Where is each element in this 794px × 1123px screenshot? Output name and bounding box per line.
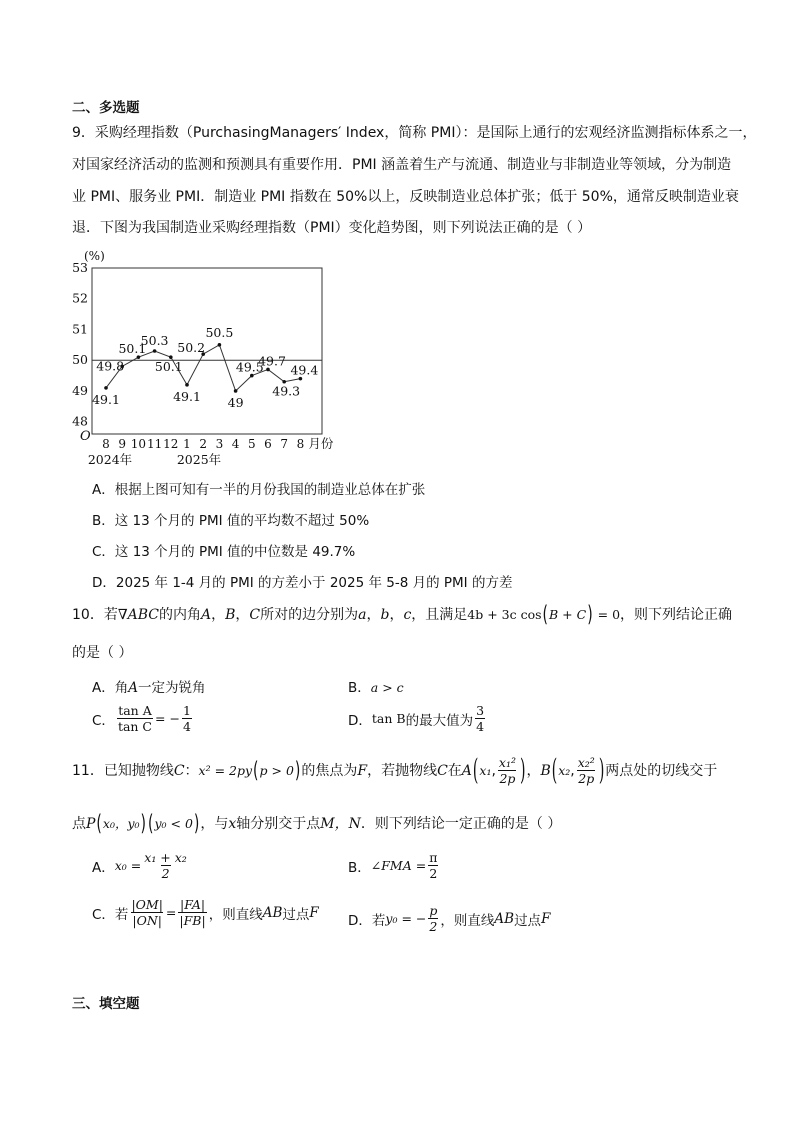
- x-tick-label: 7: [280, 437, 289, 451]
- fraction: $\frac{3}{4}$: [476, 703, 485, 734]
- q11-option-c: C．若 $\frac{|OM|}{|ON|}$ = $\frac{|FA|}{|FB|}$ ，则直线 AB 过点 F: [92, 897, 319, 928]
- q10-equation: 4b + 3c cos: [467, 607, 542, 622]
- data-label: 50.3: [140, 333, 169, 348]
- data-label: 50.2: [177, 340, 206, 356]
- year-label: 2025年: [176, 452, 222, 467]
- data-label: 49.4: [290, 362, 319, 378]
- q10-line-2: 的是（ ）: [72, 645, 133, 661]
- q10-option-b: B．a > c: [348, 680, 404, 696]
- data-label: 49.1: [92, 391, 120, 407]
- x-tick-label: 3: [215, 437, 224, 451]
- section-title-multiple-choice: 二、多选题: [72, 100, 140, 116]
- x-tick-label: 8: [102, 437, 110, 451]
- data-label: 50.1: [118, 341, 147, 357]
- x-tick-label: 1: [183, 437, 191, 451]
- q11-option-d: D．若 y₀ = − $\frac{p}{2}$ ，则直线 AB 过点 F: [348, 903, 551, 934]
- fraction: $\frac{\text{x₁²}}{2p}$: [498, 755, 516, 786]
- data-point: [153, 349, 157, 353]
- q10-line-1: 10．若∇ABC的内角A，B，C所对的边分别为a，b，c，且满足4b + 3c cos(B + C) = 0，则下列结论正确: [72, 602, 733, 628]
- x-tick-label: 8: [296, 437, 305, 451]
- x-tick-label: 2: [199, 437, 208, 451]
- data-point: [218, 343, 222, 347]
- data-label: 49.8: [96, 358, 125, 374]
- q9-option-d: D．2025 年 1-4 月的 PMI 的方差小于 2025 年 5-8 月的 PMI 的方差: [92, 575, 513, 591]
- data-label: 50.1: [154, 359, 183, 375]
- q11-line-1: 11．已知抛物线 C ： x² = 2py ( p > 0 ) 的焦点为 F ，若抛物线 C 在 A ( x₁ , $\frac{\text{x₁²}}{2p}$ ) ， B ( x₂ , $\frac{\text{x₂²}}{2p}$ ) 两点处的切线交于: [72, 753, 718, 788]
- q10-option-d: D． tan B 的最大值为 $\frac{3}{4}$: [348, 703, 485, 734]
- q10-option-c: C． $\frac{\text{tan A}}{\text{tan C}}$ = − $\frac{1}{4}$: [92, 703, 191, 734]
- fraction: $\frac{|OM|}{|ON|}$: [131, 897, 163, 928]
- q11-line-2: 点P(x₀，y₀) (y₀ < 0)，与x轴分别交于点M，N．则下列结论一定正确的是（ ）: [72, 811, 562, 837]
- q9-option-c: C．这 13 个月的 PMI 值的中位数是 49.7%: [92, 544, 356, 560]
- q11-option-a: A． x₀ = $\frac{\text{x₁ + x₂}}{2}$: [92, 850, 187, 881]
- fraction: $\frac{\text{x₂²}}{2p}$: [577, 755, 595, 786]
- q9-option-a: A．根据上图可知有一半的月份我国的制造业总体在扩张: [92, 482, 426, 498]
- data-label: 50.5: [205, 324, 234, 340]
- y-tick-label: 51: [72, 321, 88, 337]
- y-axis-unit-label: (%): [84, 249, 105, 263]
- fraction: $\frac{p}{2}$: [429, 903, 438, 934]
- y-tick-label: 48: [72, 413, 88, 429]
- data-label: 49.7: [258, 353, 286, 369]
- pmi-line-chart: [72, 244, 362, 472]
- q10-option-a: A．角A一定为锐角: [92, 680, 206, 696]
- data-point: [104, 386, 108, 390]
- x-tick-label: 10: [130, 437, 147, 451]
- data-point: [234, 389, 238, 393]
- q9-line-4: 退．下图为我国制造业采购经理指数（PMI）变化趋势图，则下列说法正确的是（ ）: [72, 220, 592, 236]
- y-tick-label: 49: [72, 382, 88, 398]
- origin-label: O: [80, 429, 91, 444]
- x-axis-label: 月份: [308, 436, 334, 451]
- x-tick-label: 11: [146, 437, 163, 451]
- q11-option-b: B． ∠FMA = $\frac{\pi}{2}$: [348, 850, 438, 881]
- q9-line-1: 9．采购经理指数（PurchasingManagers′ Index，简称 PMI）：是国际上通行的宏观经济监测指标体系之一，: [72, 125, 757, 141]
- year-label: 2024年: [87, 452, 133, 467]
- fraction: $\frac{\pi}{2}$: [429, 850, 438, 881]
- q9-line-2: 对国家经济活动的监测和预测具有重要作用．PMI 涵盖着生产与流通、制造业与非制造业等领域，分为制造: [72, 157, 732, 173]
- q9-line-3: 业 PMI、服务业 PMI．制造业 PMI 指数在 50%以上，反映制造业总体扩张；低于 50%，通常反映制造业衰: [72, 189, 739, 205]
- section-title-fill-in: 三、填空题: [72, 996, 140, 1012]
- fraction: $\frac{|FA|}{|FB|}$: [179, 897, 206, 928]
- x-tick-label: 6: [264, 437, 272, 451]
- data-label: 49.3: [272, 383, 301, 399]
- y-tick-label: 53: [72, 260, 88, 275]
- x-tick-label: 9: [118, 437, 127, 451]
- data-label: 49.5: [235, 359, 264, 375]
- fraction: $\frac{1}{4}$: [182, 703, 191, 734]
- data-label: 49: [227, 394, 244, 410]
- data-point: [185, 383, 189, 387]
- fraction: $\frac{\text{tan A}}{\text{tan C}}$: [117, 703, 153, 734]
- x-tick-label: 12: [163, 437, 179, 451]
- x-tick-label: 5: [247, 437, 256, 451]
- y-tick-label: 50: [72, 352, 88, 368]
- q9-option-b: B．这 13 个月的 PMI 值的平均数不超过 50%: [92, 513, 370, 529]
- fraction: $\frac{\text{x₁ + x₂}}{2}$: [144, 850, 187, 881]
- data-label: 49.1: [173, 388, 201, 404]
- y-tick-label: 52: [72, 290, 88, 306]
- x-tick-label: 4: [231, 437, 240, 451]
